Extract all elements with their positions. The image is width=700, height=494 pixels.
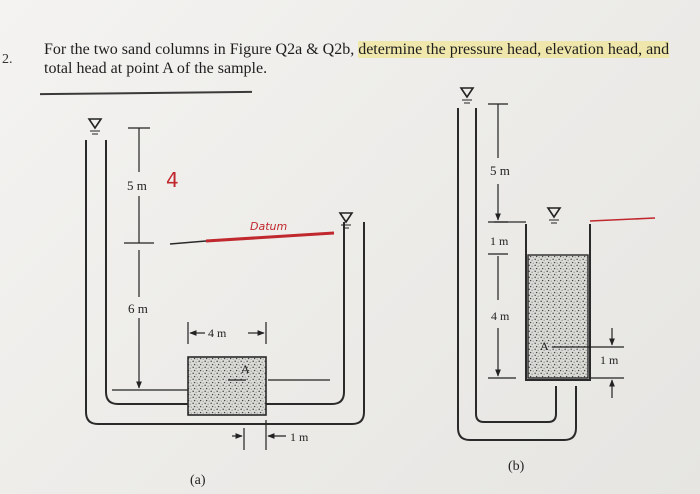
figure-b-point-a-label: A bbox=[540, 339, 549, 353]
figure-a-dim-5m: 5 m bbox=[127, 178, 147, 193]
figure-a-dim-4m: 4 m bbox=[208, 326, 227, 340]
figure-b-left-water-level-icon bbox=[461, 88, 473, 97]
figure-a-datum-label: Datum bbox=[250, 220, 288, 233]
figure-b-right-water-level-icon bbox=[548, 208, 560, 217]
figure-a-left-water-level-icon bbox=[89, 119, 101, 128]
figure-a-dim-6m: 6 m bbox=[128, 301, 148, 316]
question-line-1-highlight: determine the pressure head, elevation head, and bbox=[358, 41, 670, 58]
figure-b-dim-4m: 4 m bbox=[491, 309, 510, 323]
figure-a-dim-1m: 1 m bbox=[290, 430, 309, 444]
figure-b bbox=[458, 88, 655, 474]
figure-b-dim-5m: 5 m bbox=[490, 163, 510, 178]
question-number: 2. bbox=[2, 52, 13, 67]
figure-b-datum-line bbox=[590, 218, 655, 221]
figure-a-caption: (a) bbox=[190, 473, 206, 488]
figure-b-dim-1m-right: 1 m bbox=[600, 353, 619, 367]
figure-b-sand-sample bbox=[528, 255, 588, 378]
figure-b-dim-1m-mid: 1 m bbox=[490, 234, 509, 248]
figure-a-right-water-level-icon bbox=[340, 213, 352, 222]
figure-a-sand-sample bbox=[188, 357, 266, 415]
question-line-1-text: For the two sand columns in Figure Q2a & Q2b, bbox=[44, 41, 359, 58]
figure-b-caption: (b) bbox=[508, 459, 525, 474]
figure-a bbox=[86, 119, 364, 488]
figure-a-datum-line bbox=[206, 233, 334, 241]
figure-a-handwritten-4: 4 bbox=[166, 168, 179, 192]
figure-a-point-a-label: A bbox=[241, 362, 250, 376]
question-line-2: total head at point A of the sample. bbox=[44, 60, 268, 77]
